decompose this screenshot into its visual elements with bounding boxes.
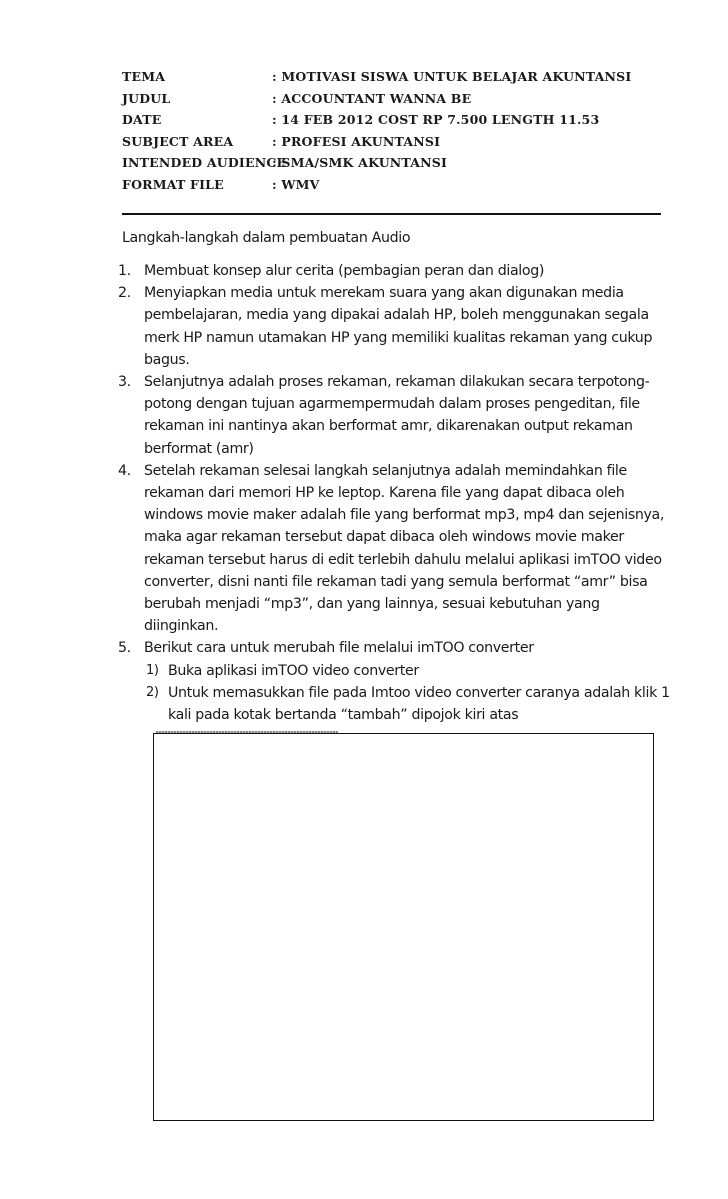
meta-key: INTENDED AUDIENCE <box>122 155 287 171</box>
meta-row-date <box>122 109 662 131</box>
list-text: Selanjutnya adalah proses rekaman, rekaman dilakukan secara terpotong-potong dengan tujuan agarmempermudah dalam proses pengeditan, file rekaman ini nantinya akan berformat amr, dikarenakan output rekaman berformat (amr) <box>144 374 650 457</box>
sublist-text: Buka aplikasi imTOO video converter <box>168 662 419 679</box>
meta-row-tema <box>122 66 662 88</box>
sublist-number: 1) <box>146 662 159 678</box>
header-divider <box>122 213 661 215</box>
list-number: 5. <box>118 640 131 657</box>
list-number: 2. <box>118 285 131 302</box>
screenshot-figure-frame <box>153 733 654 1121</box>
list-item <box>118 460 670 638</box>
list-text: Berikut cara untuk merubah file melalui imTOO converter <box>144 640 534 657</box>
meta-value: : MOTIVASI SISWA UNTUK BELAJAR AKUNTANSI <box>272 69 632 84</box>
sublist-item <box>144 682 670 726</box>
list-item <box>118 260 670 282</box>
section-title: Langkah-langkah dalam pembuatan Audio <box>122 230 411 246</box>
meta-key: TEMA <box>122 69 166 84</box>
list-number: 3. <box>118 374 131 391</box>
meta-row-format-file <box>122 174 662 196</box>
meta-value: : ACCOUNTANT WANNA BE <box>272 90 472 106</box>
meta-value: : WMV <box>272 176 320 192</box>
meta-key: JUDUL <box>122 90 171 106</box>
list-text: Menyiapkan media untuk merekam suara yang akan digunakan media pembelajaran, media yang dipakai adalah HP, boleh menggunakan segala merk HP namun utamakan HP yang memiliki kualitas rekaman yang cukup bagus. <box>144 285 653 368</box>
meta-value: : 14 FEB 2012 COST RP 7.500 LENGTH 11.53 <box>272 112 600 128</box>
sublist-number: 2) <box>146 684 159 700</box>
document-header-table <box>122 66 662 196</box>
meta-key: FORMAT FILE <box>122 176 224 192</box>
meta-key: SUBJECT AREA <box>122 133 234 149</box>
list-text: Membuat konsep alur cerita (pembagian peran dan dialog) <box>144 263 545 279</box>
list-item <box>118 637 670 726</box>
sublist-text: Untuk memasukkan file pada Imtoo video converter caranya adalah klik 1 kali pada kotak bertanda “tambah” dipojok kiri atas <box>168 684 670 724</box>
meta-row-judul <box>122 88 662 110</box>
list-number: 1. <box>118 263 131 279</box>
meta-row-subject-area <box>122 131 662 153</box>
sublist-item <box>144 660 670 682</box>
steps-list <box>118 260 670 726</box>
meta-row-intended-audience <box>122 152 662 174</box>
list-number: 4. <box>118 462 131 479</box>
document-body <box>118 226 670 726</box>
list-text: Setelah rekaman selesai langkah selanjutnya adalah memindahkan file rekaman dari memori HP ke leptop. Karena file yang dapat dibaca oleh windows movie maker adalah file yang berformat mp3, mp4 dan sejenisnya, maka agar rekaman tersebut dapat dibaca oleh windows movie maker rekaman tersebut harus di edit terlebih dahulu melalui aplikasi imTOO video converter, disni nanti file rekaman tadi yang semula berformat “amr” bisa berubah menjadi “mp3”, dan yang lainnya, sesuai kebutuhan yang diinginkan. <box>144 462 665 635</box>
meta-value: : PROFESI AKUNTANSI <box>272 133 441 149</box>
meta-value: : SMA/SMK AKUNTANSI <box>272 155 448 171</box>
substeps-list <box>144 660 670 727</box>
meta-key: DATE <box>122 112 162 128</box>
list-item <box>118 282 670 371</box>
list-item <box>118 371 670 460</box>
